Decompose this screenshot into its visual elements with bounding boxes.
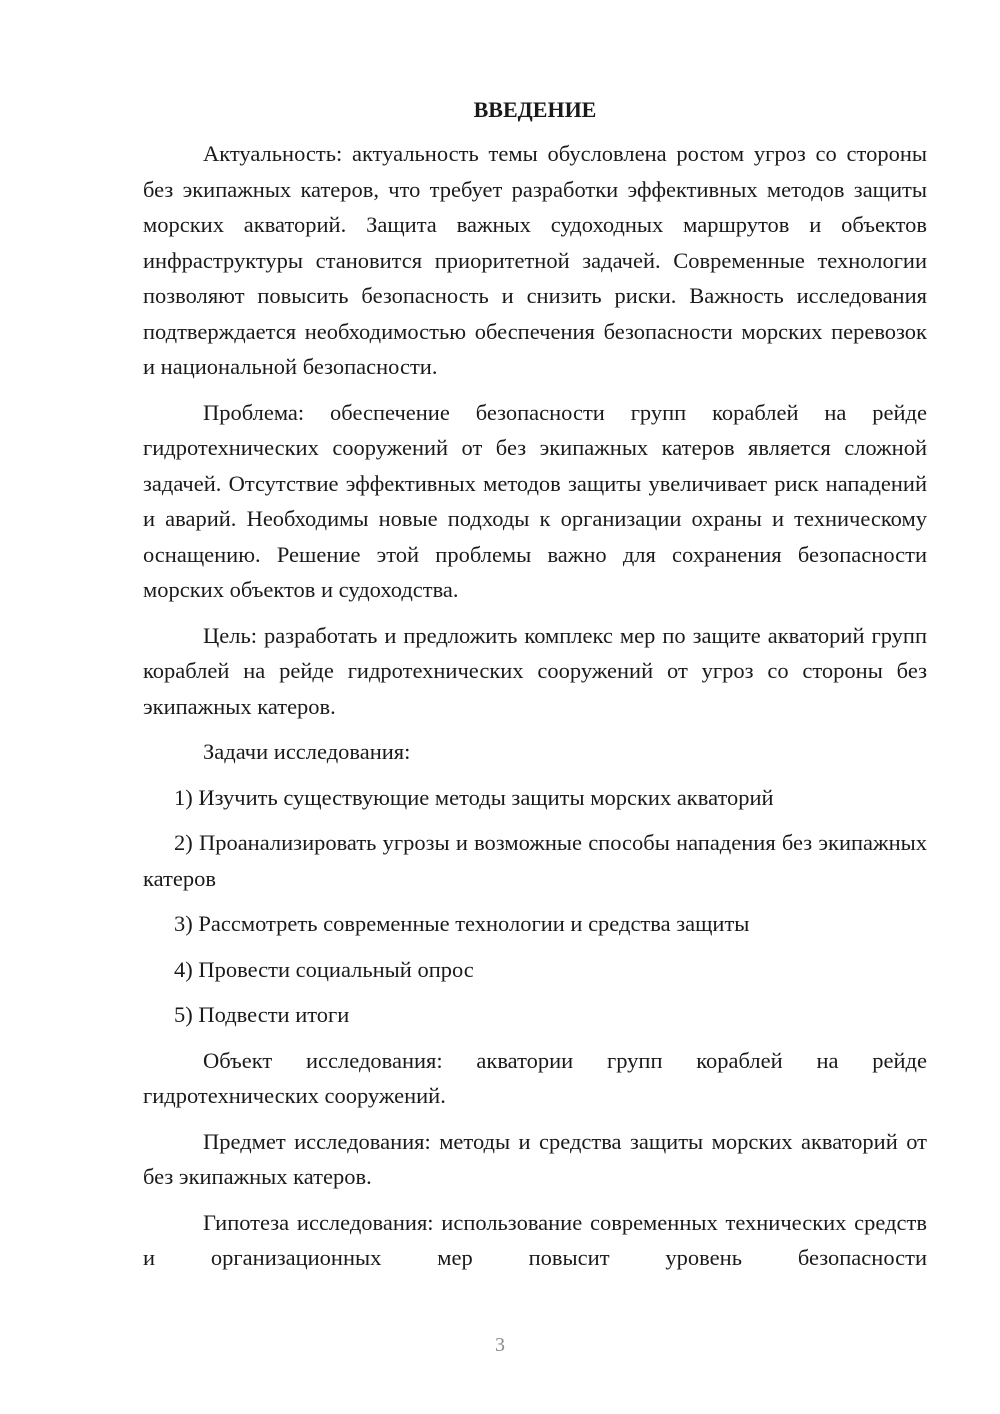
paragraph-hypothesis: Гипотеза исследования: использование современных технических средств и организационных мер повысит уровень безопасности xyxy=(143,1209,927,1270)
document-page xyxy=(143,94,927,1286)
paragraph-subject: Предмет исследования: методы и средства защиты морских акваторий от без экипажных катеров. xyxy=(143,1128,927,1189)
paragraph-relevance: Актуальность: актуальность темы обусловлена ростом угроз со стороны без экипажных катеров, что требует разработки эффективных методов защиты морских акваторий. Защита важных судоходных маршрутов и объектов инфраструктуры становится приоритетной задачей. Современные технологии позволяют повысить безопасность и снизить риски. Важность исследования подтверждается необходимостью обеспечения безопасности морских перевозок и национальной безопасности. xyxy=(143,141,927,379)
list-item: 5) Подвести итоги xyxy=(174,1002,350,1027)
list-item: 4) Провести социальный опрос xyxy=(174,956,474,982)
section-title: ВВЕДЕНИЕ xyxy=(473,97,597,122)
page-number: 3 xyxy=(495,1334,505,1356)
tasks-list xyxy=(143,780,927,1033)
paragraph-object: Объект исследования: акватории групп кораблей на рейде гидротехнических сооружений. xyxy=(143,1047,927,1108)
paragraph-goal: Цель: разработать и предложить комплекс мер по защите акваторий групп кораблей на рейде гидротехнических сооружений от угроз со стороны без экипажных катеров. xyxy=(143,622,927,719)
paragraph-problem: Проблема: обеспечение безопасности групп кораблей на рейде гидротехнических сооружений от без экипажных катеров является сложной задачей. Отсутствие эффективных методов защиты увеличивает риск нападений и аварий. Необходимы новые подходы к организации охраны и техническому оснащению. Решение этой проблемы важно для сохранения безопасности морских объектов и судоходства. xyxy=(143,399,927,602)
list-item: 1) Изучить существующие методы защиты морских акваторий xyxy=(174,784,774,810)
list-item: 2) Проанализировать угрозы и возможные способы нападения без экипажных катеров xyxy=(143,830,927,891)
tasks-heading: Задачи исследования: xyxy=(203,739,411,764)
list-item: 3) Рассмотреть современные технологии и средства защиты xyxy=(174,911,750,936)
